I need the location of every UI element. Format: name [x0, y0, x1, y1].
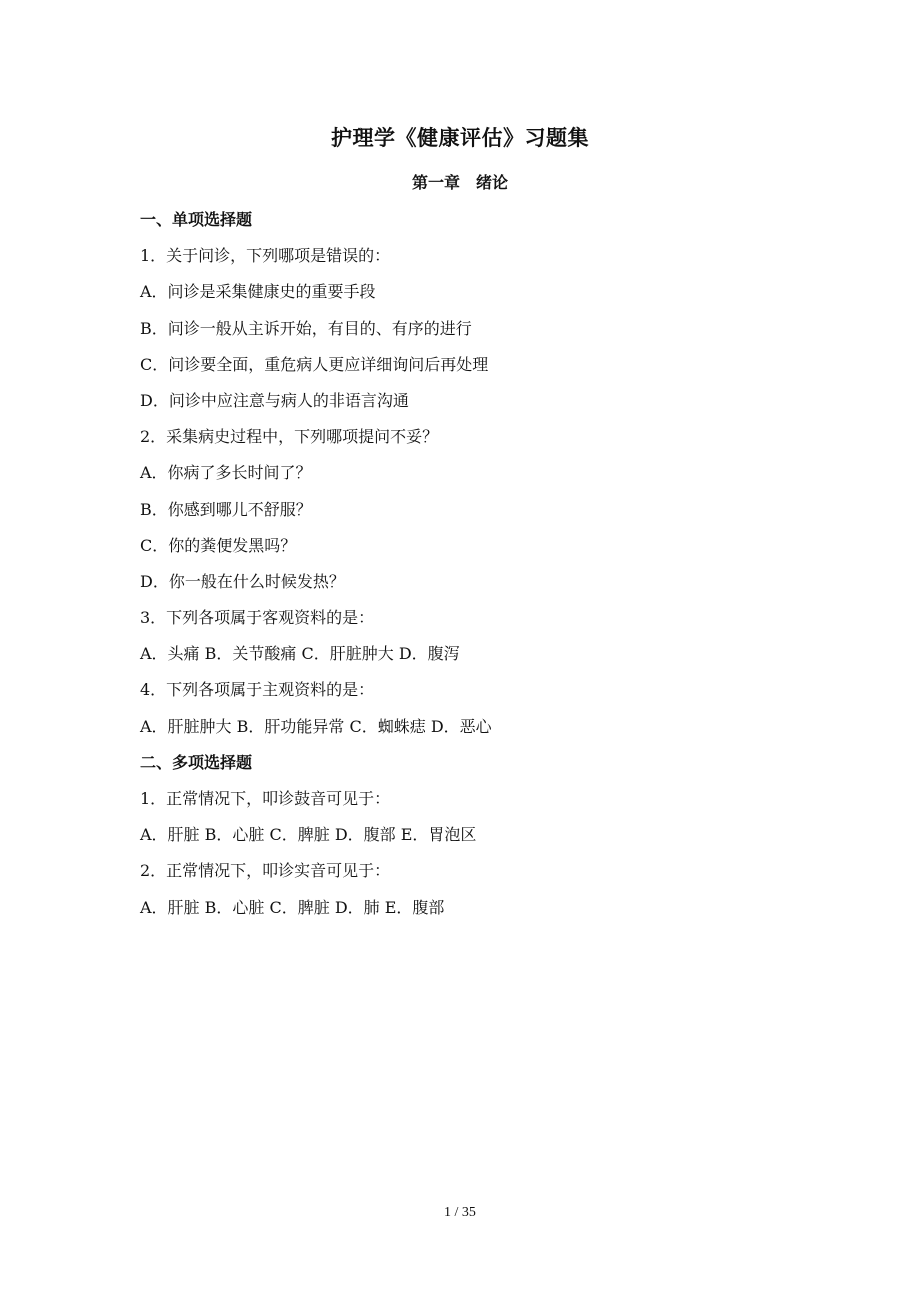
option-line: A．问诊是采集健康史的重要手段: [140, 282, 376, 302]
question-line: 2．正常情况下，叩诊实音可见于：: [140, 861, 391, 881]
option-line: B．你感到哪儿不舒服？: [140, 499, 312, 519]
document-title: 护理学《健康评估》习题集: [331, 126, 589, 150]
option-line: C．问诊要全面，重危病人更应详细询问后再处理: [140, 354, 489, 374]
option-line: A．你病了多长时间了？: [140, 463, 312, 483]
option-line: A．头痛 B．关节酸痛 C．肝脏肿大 D．腹泻: [140, 644, 460, 664]
question-line: 2．采集病史过程中，下列哪项提问不妥？: [140, 427, 439, 447]
option-line: A．肝脏肿大 B．肝功能异常 C．蜘蛛痣 D．恶心: [140, 716, 492, 736]
question-line: 4．下列各项属于主观资料的是：: [140, 680, 375, 700]
chapter-heading: 第一章 绪论: [411, 173, 508, 192]
option-line: D．问诊中应注意与病人的非语言沟通: [140, 390, 409, 410]
question-line: 1．关于问诊，下列哪项是错误的：: [140, 246, 391, 266]
question-content: [140, 202, 800, 926]
option-line: C．你的粪便发黑吗？: [140, 535, 297, 555]
question-line: 1．正常情况下，叩诊鼓音可见于：: [140, 789, 391, 808]
page-number: 1 / 35: [444, 1205, 476, 1220]
option-line: A．肝脏 B．心脏 C．脾脏 D．腹部 E．胃泡区: [140, 825, 477, 845]
option-line: D．你一般在什么时候发热？: [140, 571, 345, 591]
question-line: 3．下列各项属于客观资料的是：: [140, 608, 375, 628]
option-line: A．肝脏 B．心脏 C．脾脏 D．肺 E．腹部: [140, 897, 445, 917]
option-line: B．问诊一般从主诉开始，有目的、有序的进行: [140, 318, 472, 338]
section-heading-single-choice: 一、单项选择题: [140, 210, 253, 229]
section-heading-multiple-choice: 二、多项选择题: [140, 752, 253, 772]
